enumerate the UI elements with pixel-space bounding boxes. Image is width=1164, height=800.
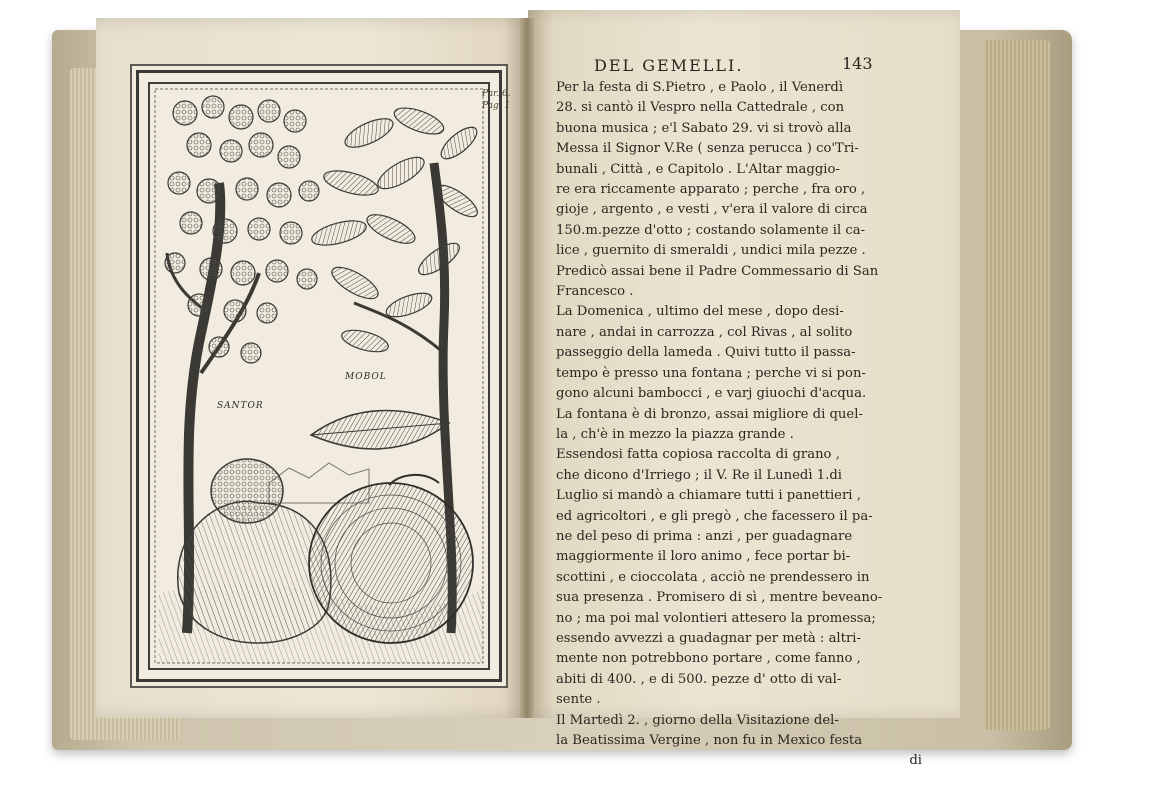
text-line: la Beatissima Vergine , non fu in Mexico festa	[556, 733, 863, 748]
margin-note-line: Pag. 1	[482, 101, 511, 111]
text-line: Francesco .	[556, 284, 634, 300]
text-line: nare , andai in carrozza , col Rivas , al solito	[556, 324, 853, 340]
text-line: Messa il Signor V.Re ( senza perucca ) co'Tri-	[556, 141, 859, 157]
book-gutter	[520, 18, 534, 718]
text-line: La Domenica , ultimo del mese , dopo desi-	[556, 304, 844, 320]
text-line: ne del peso di prima : anzi , per guadagnare	[556, 528, 853, 544]
text-line: sua presenza . Promisero di sì , mentre beveano-	[556, 590, 883, 606]
text-line: passeggio della lameda . Quivi tutto il passa-	[556, 345, 856, 361]
margin-note	[482, 88, 511, 112]
text-line: bunali , Città , e Capitolo . L'Altar maggio-	[556, 161, 840, 177]
text-line: sente .	[556, 692, 601, 708]
text-line: di	[909, 753, 922, 769]
text-line: essendo avvezzi a guadagnar per metà : altri-	[556, 630, 861, 646]
text-line: Luglio si mandò a chiamare tutti i panettieri ,	[556, 488, 861, 504]
text-line: 150.m.pezze d'otto ; costando solamente il ca-	[556, 222, 866, 238]
engraved-plate	[136, 70, 502, 682]
text-line: Per la festa di S.Pietro , e Paolo , il Venerdì	[556, 80, 844, 95]
text-line: tempo è presso una fontana ; perche vi si pon-	[556, 365, 866, 381]
engraving-illustration	[139, 73, 499, 679]
text-line: gono alcuni bambocci , e varj giuochi d'acqua.	[556, 386, 867, 402]
text-line: 28. si cantò il Vespro nella Cattedrale , con	[556, 100, 845, 116]
text-line: gioje , argento , e vesti , v'era il valore di circa	[556, 202, 868, 218]
text-line: no ; ma poi mal volontieri attesero la promessa;	[556, 610, 876, 626]
text-line: ed agricoltori , e gli pregò , che facessero il pa-	[556, 508, 873, 524]
plate-label-santor: SANTOR	[217, 401, 264, 411]
text-line: la , ch'è in mezzo la piazza grande .	[556, 426, 794, 442]
margin-note-line: Par. 6.	[482, 89, 511, 99]
text-line: re era riccamente apparato ; perche , fra oro ,	[556, 182, 866, 198]
text-line: buona musica ; e'l Sabato 29. vi si trovò alla	[556, 120, 852, 136]
running-head: DEL GEMELLI.	[594, 56, 744, 75]
page-number: 143	[842, 54, 873, 73]
text-line: che dicono d'Irriego ; il V. Re il Lunedì 1.di	[556, 467, 843, 483]
right-page-text	[556, 78, 922, 772]
text-line: Il Martedì 2. , giorno della Visitazione del-	[556, 712, 839, 728]
right-page-edges	[984, 40, 1050, 730]
text-line: maggiormente il loro animo , fece portar bi-	[556, 549, 851, 565]
plate-label-mobol: MOBOL	[345, 372, 387, 382]
text-line: La fontana è di bronzo, assai migliore di quel-	[556, 406, 863, 422]
text-line: Essendosi fatta copiosa raccolta di grano ,	[556, 447, 840, 463]
text-line: lice , guernito di smeraldi , undici mila pezze .	[556, 243, 866, 259]
text-line: scottini , e cioccolata , acciò ne prendessero in	[556, 569, 870, 585]
text-line: mente non potrebbono portare , come fanno ,	[556, 651, 861, 667]
text-line: Predicò assai bene il Padre Commessario di San	[556, 263, 879, 279]
text-line: abiti di 400. , e di 500. pezze d' otto di val-	[556, 671, 842, 687]
